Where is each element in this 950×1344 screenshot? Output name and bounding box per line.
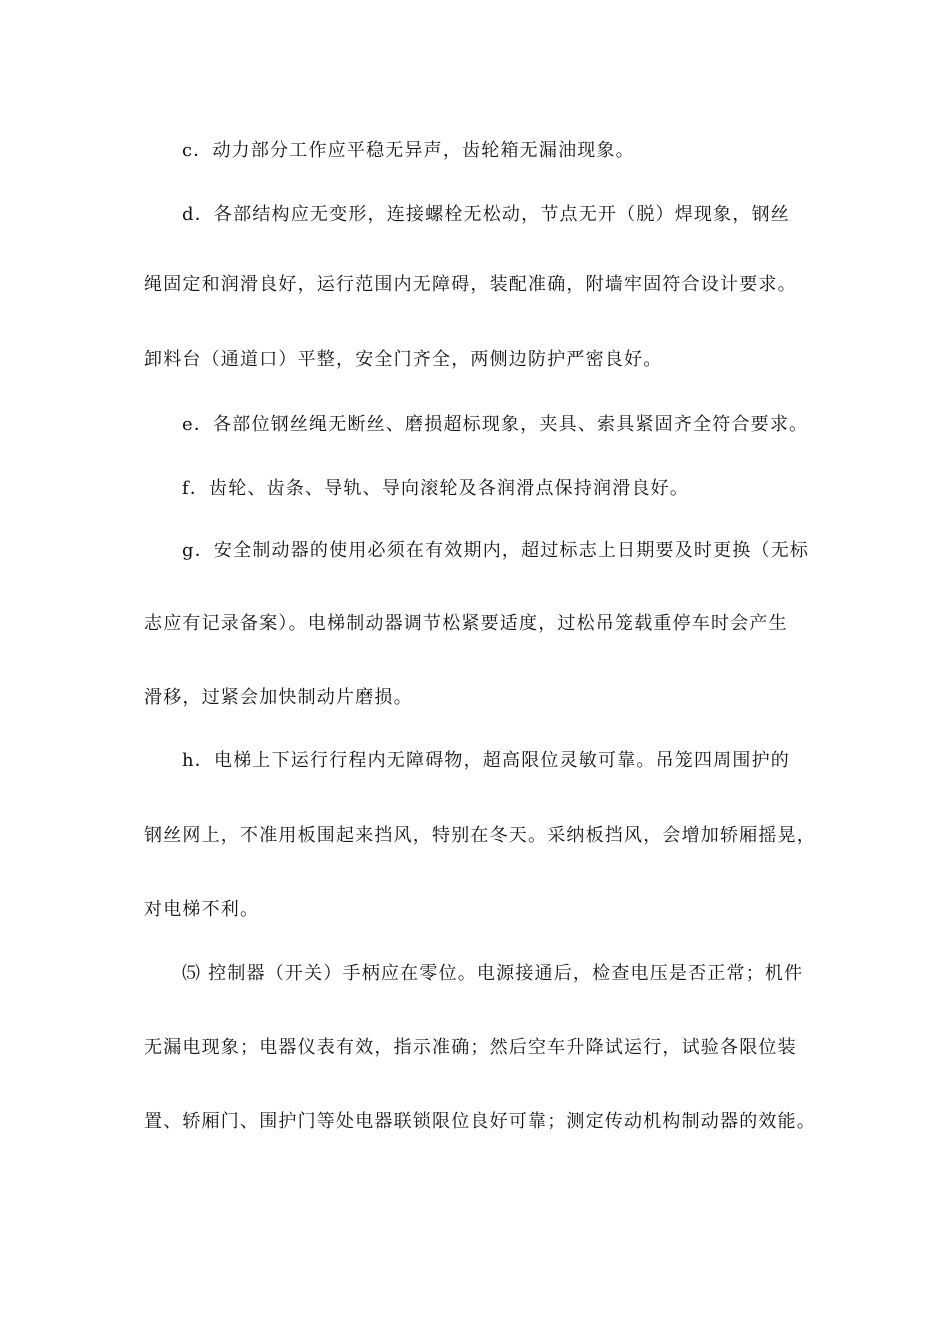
text-line-d-cont-2: 卸料台（通道口）平整，安全门齐全，两侧边防护严密良好。 bbox=[144, 349, 663, 370]
text-line-d-cont-1: 绳固定和润滑良好，运行范围内无障碍，装配准确，附墙牢固符合设计要求。 bbox=[144, 274, 797, 295]
text-line-g-cont-1: 志应有记录备案）。电梯制动器调节松紧要适度，过松吊笼载重停车时会产生 bbox=[144, 613, 788, 634]
text-line-g-cont-2: 滑移，过紧会加快制动片磨损。 bbox=[144, 687, 413, 708]
text-line-5: ⑸ 控制器（开关）手柄应在零位。电源接通后，检查电压是否正常；机件 bbox=[182, 963, 804, 984]
text-line-h-cont-1: 钢丝网上，不准用板围起来挡风，特别在冬天。采纳板挡风，会增加轿厢摇晃， bbox=[144, 825, 816, 846]
text-line-d: d．各部结构应无变形，连接螺栓无松动，节点无开（脱）焊现象，钢丝 bbox=[182, 204, 790, 225]
text-line-h: h．电梯上下运行行程内无障碍物，超高限位灵敏可靠。吊笼四周围护的 bbox=[182, 750, 790, 771]
text-line-c: c．动力部分工作应平稳无异声，齿轮箱无漏油现象。 bbox=[182, 140, 635, 161]
text-line-e: e．各部位钢丝绳无断丝、磨损超标现象，夹具、索具紧固齐全符合要求。 bbox=[182, 414, 809, 435]
text-line-f: f．齿轮、齿条、导轨、导向滚轮及各润滑点保持润滑良好。 bbox=[182, 478, 690, 499]
text-line-g: g．安全制动器的使用必须在有效期内，超过标志上日期要及时更换（无标 bbox=[182, 540, 810, 561]
text-line-5-cont-2: 置、轿厢门、围护门等处电器联锁限位良好可靠；测定传动机构制动器的效能。 bbox=[144, 1111, 816, 1132]
text-line-5-cont-1: 无漏电现象；电器仪表有效，指示准确；然后空车升降试运行，试验各限位装 bbox=[144, 1037, 797, 1058]
text-line-h-cont-2: 对电梯不利。 bbox=[144, 899, 260, 920]
